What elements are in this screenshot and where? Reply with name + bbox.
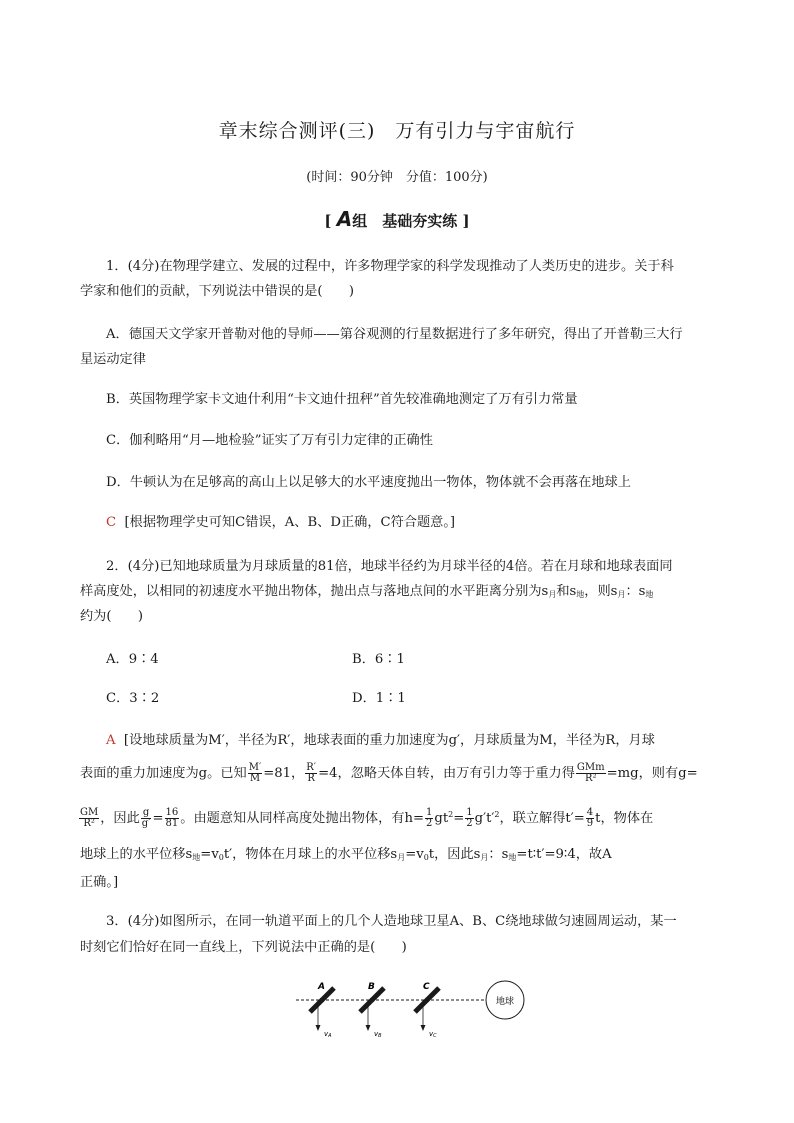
- satellite-b: [360, 982, 384, 1039]
- q2-option-c: C．3∶2: [106, 691, 160, 706]
- satellite-c: [415, 982, 439, 1039]
- velocity-arrow-a: [316, 1025, 321, 1031]
- svg-text:vA: vA: [324, 1030, 332, 1039]
- q1-option-d: D．牛顿认为在足够高的高山上以足够大的水平速度抛出一物体，物体就不会再落在地球上: [106, 475, 631, 490]
- velocity-arrow-b: [366, 1025, 371, 1031]
- q3-stem-line2: 时刻它们恰好在同一直线上，下列说法中正确的是( ): [80, 940, 407, 955]
- velocity-b-label: v: [374, 1030, 379, 1038]
- group-label: 组 基础夯实练: [352, 212, 458, 230]
- velocity-arrow-c: [421, 1025, 426, 1031]
- q2-explain-line3: $\frac{GM}{\text{R²}}$ ，因此 $\frac{g}{g'}$ = $\frac{16}{81}$ 。由题意知从同样高度处抛出物体，有h= $\frac{1}{2}$ $gt^2=$ $\frac{1}{2}$ $g't'^2$，联立解得t′= $\frac{4}{9}$ t，物体在: [80, 807, 654, 829]
- q1-stem-line2: 学家和他们的贡献，下列说法中错误的是( ): [80, 284, 355, 299]
- bracket-right: ]: [462, 212, 470, 230]
- q2-answer-line1: A [设地球质量为M′，半径为R′，地球表面的重力加速度为g′，月球质量为M，半径为R，月球: [106, 733, 655, 748]
- bracket-left: [: [324, 212, 332, 230]
- velocity-c-label: v: [429, 1030, 434, 1038]
- q2-explain-line4: 地球上的水平位移$s_地=v_0t'$，物体在月球上的水平位移$s_月=v_0t$，因此$s_月$：$s_地=t∶t'=9∶4$，故A: [80, 847, 612, 862]
- satellite-a: [310, 982, 334, 1039]
- satellite-a-label: A: [318, 982, 325, 992]
- q1-stem-line1: 1．(4分)在物理学建立、发展的过程中，许多物理学家的科学发现推动了人类历史的进步。关于科: [106, 259, 674, 274]
- svg-text:vB: vB: [374, 1030, 382, 1039]
- page-title: 章末综合测评(三) 万有引力与宇宙航行: [218, 120, 576, 142]
- satellite-c-label: C: [423, 982, 430, 992]
- q3-stem-line1: 3．(4分)如图所示，在同一轨道平面上的几个人造地球卫星A、B、C绕地球做匀速圆周运动，某一: [106, 914, 677, 929]
- group-letter: A: [336, 207, 353, 231]
- earth: [486, 981, 524, 1019]
- group-heading: [0, 207, 794, 231]
- q2-option-a: A．9∶4: [106, 652, 159, 667]
- svg-text:vC: vC: [429, 1030, 437, 1039]
- q2-stem-line1: 2．(4分)已知地球质量为月球质量的81倍，地球半径约为月球半径的4倍。若在月球和地球表面同: [106, 559, 673, 574]
- satellite-b-label: B: [368, 982, 375, 992]
- q1-answer-letter: C: [106, 515, 117, 530]
- q1-option-a-line2: 星运动定律: [80, 352, 146, 367]
- velocity-a-label: v: [324, 1030, 329, 1038]
- q2-answer-letter: A: [106, 733, 116, 748]
- q1-explanation: [根据物理学史可知C错误，A、B、D正确，C符合题意。]: [124, 515, 456, 530]
- q2-option-d: D．1∶1: [352, 691, 406, 706]
- q2-stem-line3: 约为( ): [80, 609, 144, 624]
- q1-answer: [106, 514, 455, 532]
- q1-option-b: B．英国物理学家卡文迪什利用“卡文迪什扭秤”首先较准确地测定了万有引力常量: [106, 392, 578, 407]
- q1-option-c: C．伽利略用“月—地检验”证实了万有引力定律的正确性: [106, 433, 433, 448]
- q2-explain-line5: 正确。]: [80, 875, 119, 890]
- q2-explain-line2: 表面的重力加速度为g。已知 $\frac{M'}{M}$ =81， $\frac{R'}{R}$ =4，忽略天体自转，由万有引力等于重力得 $\frac{\text{GMm}}{\text{R²}}$ =mg，则有g=: [80, 762, 698, 784]
- q2-option-b: B．6∶1: [352, 652, 405, 667]
- q2-stem-line2: 样高度处，以相同的初速度水平抛出物体，抛出点与落地点间的水平距离分别为$s_月$和$s_地$，则$s_月$：$s_地$: [80, 584, 654, 599]
- earth-label: 地球: [495, 997, 515, 1007]
- exam-info: (时间：90分钟 分值：100分): [306, 170, 488, 185]
- satellite-diagram: [290, 978, 540, 1048]
- q1-option-a-line1: A．德国天文学家开普勒对他的导师——第谷观测的行星数据进行了多年研究，得出了开普勒三大行: [106, 327, 683, 342]
